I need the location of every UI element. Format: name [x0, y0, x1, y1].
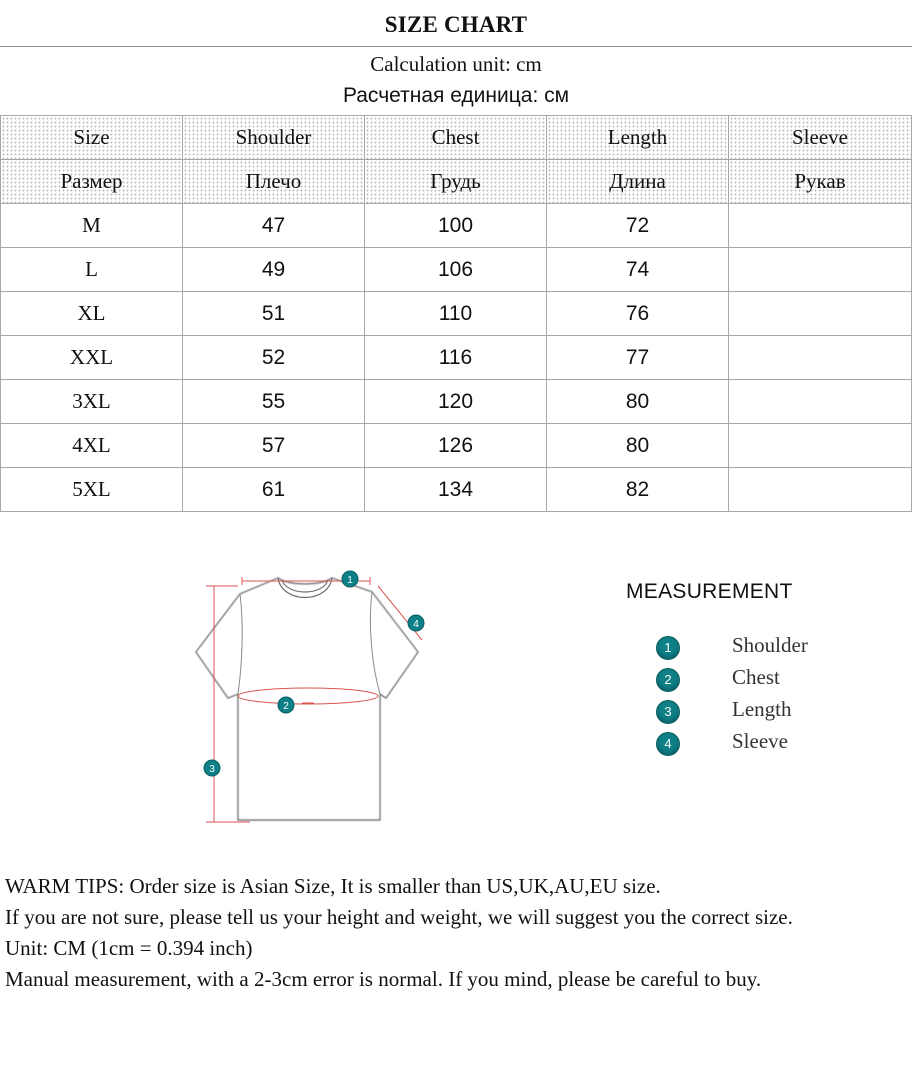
tshirt-measurement-diagram — [190, 566, 450, 836]
shoulder-cell: 51 — [183, 292, 365, 336]
size-cell: XL — [1, 292, 183, 336]
sleeve-cell — [729, 248, 912, 292]
header-cell: Рукав — [729, 160, 912, 204]
legend-label: Sleeve — [732, 729, 788, 753]
sleeve-cell — [729, 380, 912, 424]
marker-2 — [278, 697, 294, 713]
legend-label: Chest — [732, 665, 780, 689]
shoulder-cell: 61 — [183, 468, 365, 512]
size-cell: L — [1, 248, 183, 292]
header-cell: Длина — [547, 160, 729, 204]
length-cell: 82 — [547, 468, 729, 512]
sleeve-cell — [729, 468, 912, 512]
header-cell: Плечо — [183, 160, 365, 204]
header-cell: Sleeve — [729, 116, 912, 160]
length-cell: 76 — [547, 292, 729, 336]
sleeve-cell — [729, 424, 912, 468]
table-row — [1, 292, 912, 336]
table-row — [1, 336, 912, 380]
warm-tip-line: WARM TIPS: Order size is Asian Size, It is smaller than US,UK,AU,EU size. — [5, 874, 661, 898]
title-divider — [0, 46, 912, 47]
header-cell: Грудь — [365, 160, 547, 204]
length-cell: 77 — [547, 336, 729, 380]
sleeve-cell — [729, 336, 912, 380]
legend-number-badge: 4 — [656, 732, 680, 756]
marker-3-label: 3 — [209, 764, 215, 775]
table-row — [1, 380, 912, 424]
legend-number-badge: 3 — [656, 700, 680, 724]
shoulder-cell: 47 — [183, 204, 365, 248]
shoulder-cell: 57 — [183, 424, 365, 468]
header-cell: Size — [1, 116, 183, 160]
table-row — [1, 424, 912, 468]
marker-4 — [408, 615, 424, 631]
chest-cell: 106 — [365, 248, 547, 292]
legend-number-badge: 2 — [656, 668, 680, 692]
chest-cell: 134 — [365, 468, 547, 512]
legend-label: Shoulder — [732, 633, 808, 657]
size-table — [0, 115, 912, 512]
size-cell: 5XL — [1, 468, 183, 512]
shoulder-cell: 52 — [183, 336, 365, 380]
length-cell: 80 — [547, 380, 729, 424]
unit-label-ru: Расчетная единица: см — [342, 84, 570, 107]
legend-number-badge: 1 — [656, 636, 680, 660]
length-cell: 80 — [547, 424, 729, 468]
page-title: SIZE CHART — [384, 12, 528, 37]
header-cell: Размер — [1, 160, 183, 204]
chest-cell: 100 — [365, 204, 547, 248]
marker-1 — [342, 571, 358, 587]
warm-tip-line: Unit: CM (1cm = 0.394 inch) — [5, 936, 253, 960]
size-cell: XXL — [1, 336, 183, 380]
table-header-row-ru — [1, 160, 912, 204]
shoulder-cell: 55 — [183, 380, 365, 424]
measurement-title: MEASUREMENT — [626, 580, 793, 603]
chest-cell: 120 — [365, 380, 547, 424]
tshirt-outline — [196, 578, 418, 820]
table-row — [1, 248, 912, 292]
legend-label: Length — [732, 697, 792, 721]
marker-3 — [204, 760, 220, 776]
header-cell: Length — [547, 116, 729, 160]
sleeve-cell — [729, 204, 912, 248]
length-cell: 74 — [547, 248, 729, 292]
chest-cell: 110 — [365, 292, 547, 336]
table-row — [1, 468, 912, 512]
size-cell: 4XL — [1, 424, 183, 468]
sleeve-cell — [729, 292, 912, 336]
chest-cell: 126 — [365, 424, 547, 468]
unit-label-en: Calculation unit: cm — [370, 52, 542, 76]
marker-2-label: 2 — [283, 701, 289, 712]
header-cell: Chest — [365, 116, 547, 160]
length-cell: 72 — [547, 204, 729, 248]
size-cell: M — [1, 204, 183, 248]
marker-1-label: 1 — [347, 575, 353, 586]
table-row — [1, 204, 912, 248]
size-cell: 3XL — [1, 380, 183, 424]
warm-tip-line: If you are not sure, please tell us your height and weight, we will suggest you the correct size. — [5, 905, 793, 929]
chest-cell: 116 — [365, 336, 547, 380]
header-cell: Shoulder — [183, 116, 365, 160]
warm-tip-line: Manual measurement, with a 2-3cm error is normal. If you mind, please be careful to buy. — [5, 967, 762, 991]
marker-4-label: 4 — [413, 619, 419, 630]
shoulder-cell: 49 — [183, 248, 365, 292]
table-header-row-en — [1, 116, 912, 160]
